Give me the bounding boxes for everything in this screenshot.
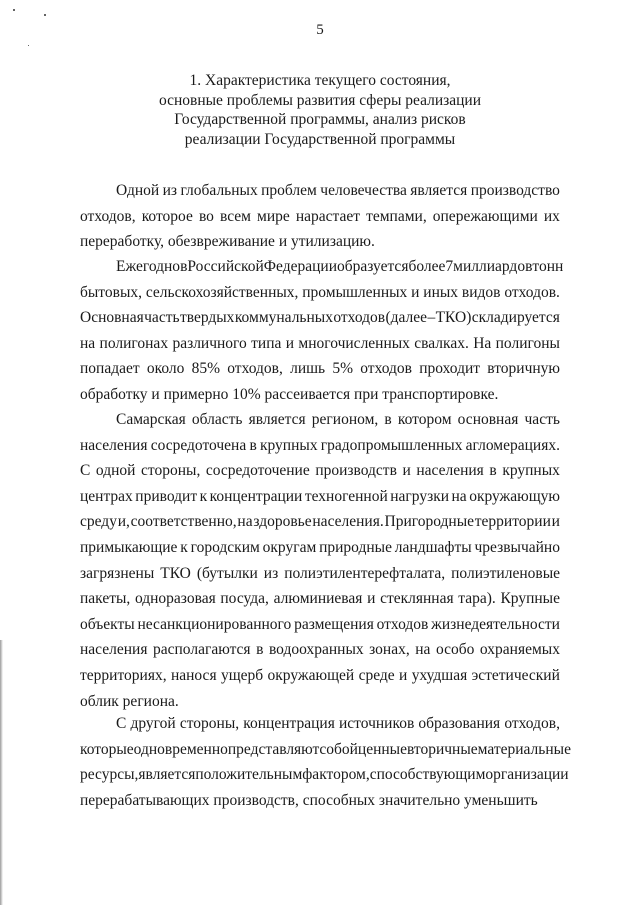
paragraph-line: С другой стороны, концентрация источников образования отходов, (116, 715, 560, 732)
paragraph-line: Одной из глобальных проблем человечества является производство (116, 182, 560, 199)
paragraph-line: Самарская область является регионом, в котором основная часть (116, 411, 560, 428)
paragraph (80, 407, 560, 714)
paragraph-line: которые одновременно представляют собой ценные вторичные материальные (80, 740, 571, 758)
page-number: 5 (316, 22, 324, 38)
paragraph-line: на полигонах различного типа и многочисленных свалках. На полигоны (80, 334, 560, 352)
paragraph-line: территориях, нанося ущерб окружающей среде и ухудшая эстетический (80, 666, 560, 684)
section-title-line: реализации Государственной программы (184, 130, 456, 148)
section-title-line: основные проблемы развития сферы реализации (158, 91, 482, 109)
scan-speck (28, 45, 29, 46)
scan-speck (13, 9, 15, 11)
paragraph (80, 178, 560, 255)
paragraph-line: бытовых, сельскохозяйственных, промышленных и иных видов отходов. (80, 283, 560, 301)
paragraph-line: пакеты, одноразовая посуда, алюминиевая и стеклянная тара). Крупные (80, 590, 560, 608)
paragraph (80, 254, 564, 408)
paragraph-line: облик региона. (80, 692, 179, 710)
paragraph-line: населения располагаются в водоохранных зонах, на особо охраняемых (80, 641, 560, 659)
paragraph-line: обработку и примерно 10% рассеивается при транспортировке. (80, 385, 499, 403)
section-title-line: Государственной программы, анализ рисков (174, 111, 466, 128)
scan-edge-shadow (0, 640, 3, 905)
paragraph-line: объекты несанкционированного размещения отходов жизнедеятельности (80, 615, 560, 633)
paragraph-line: ресурсы, является положительным фактором, способствующим организации (80, 766, 569, 784)
paragraph-line: перерабатывающих производств, способных значительно уменьшить (80, 791, 538, 809)
paragraph-line: среду и, соответственно, на здоровье населения. Пригородные территории и (80, 513, 560, 531)
paragraph-line: Основная часть твердых коммунальных отходов (далее – ТКО) складируется (80, 309, 560, 327)
paragraph (80, 711, 571, 813)
paragraph-line: загрязнены ТКО (бутылки из полиэтилентерефталата, полиэтиленовые (80, 564, 560, 582)
paragraph-line: Ежегодно в Российской Федерации образуется более 7 миллиардов тонн (116, 258, 564, 275)
paragraph-line: отходов, которое во всем мире нарастает темпами, опережающими их (80, 207, 560, 225)
paragraph-line: С одной стороны, сосредоточение производств и населения в крупных (80, 462, 560, 480)
section-title (120, 71, 520, 149)
paragraph-line: переработку, обезвреживание и утилизацию. (80, 233, 375, 251)
paragraph-line: центрах приводит к концентрации техногенной нагрузки на окружающую (80, 487, 560, 505)
section-title-line: 1. Характеристика текущего состояния, (189, 72, 451, 89)
scan-speck (44, 14, 46, 16)
paragraph-line: примыкающие к городским округам природные ландшафты чрезвычайно (80, 538, 560, 556)
paragraph-line: населения сосредоточена в крупных градопромышленных агломерациях. (80, 436, 560, 454)
paragraph-line: попадает около 85% отходов, лишь 5% отходов проходит вторичную (80, 360, 560, 378)
